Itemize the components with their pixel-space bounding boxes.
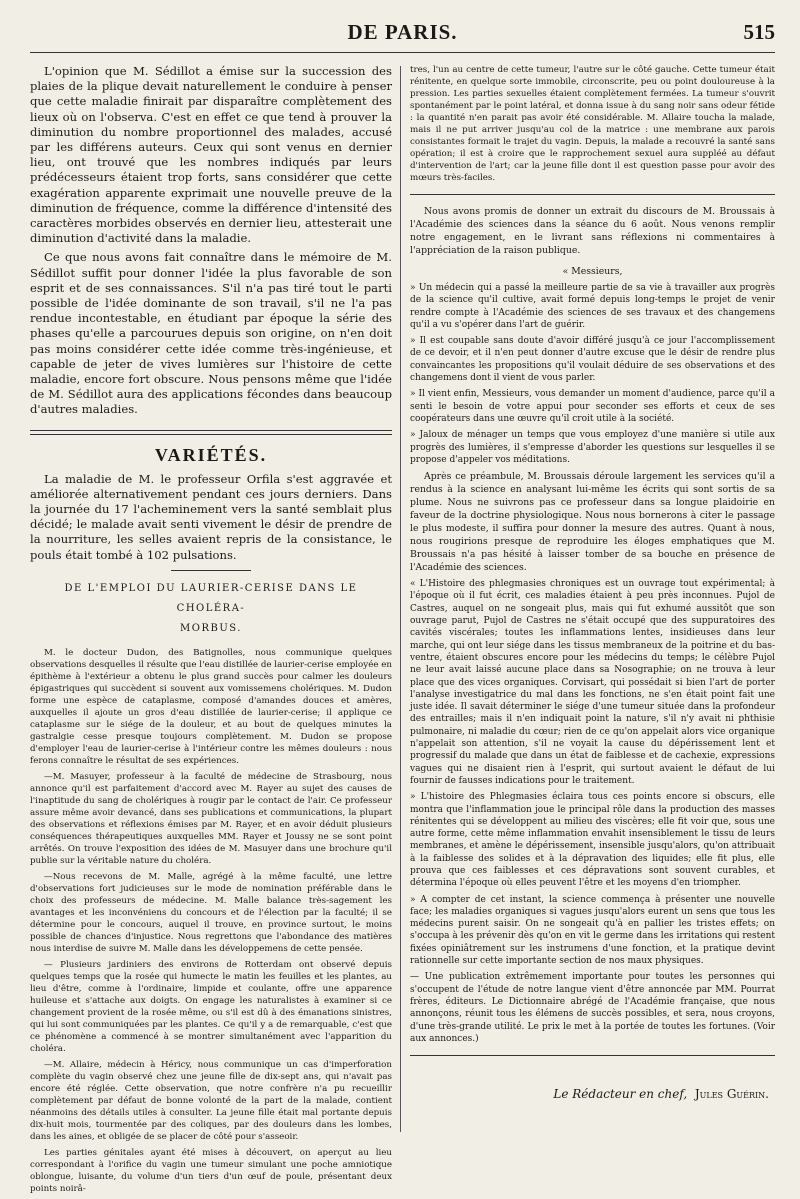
salutation: « Messieurs, (562, 266, 623, 277)
speech-quote: » Jaloux de ménager un temps que vous employez d'une manière si utile aux progrès des lumières, il s'empresse d'aborder les questions sur lesquelles il se propose d'appeler vos méditations. (410, 430, 775, 465)
short-rule (171, 570, 251, 571)
varietes-items (30, 647, 392, 1195)
section-separator (30, 430, 392, 435)
article-title (30, 579, 392, 639)
paragraph: —M. Masuyer, professeur à la faculté de médecine de Strasbourg, nous annonce qu'il est parfaitement d'accord avec M. Rayer au sujet des causes de l'inaptitude du sang de cholériques à rougir par le contact de l'air. Ce professeur assure même avoir devancé, dans ses publications et communications, la plupart des observations et réflexions émises par M. Rayer, et en avoir déduit plusieurs conséquences thérapeutiques auxquelles MM. Rayer et Joussy ne se sont point arrêtés. On trouve l'exposition des idées de M. Masuyer dans une brochure qu'il publie sur la véritable nature du choléra. (30, 771, 392, 866)
sedillot-article (30, 64, 392, 418)
quoted-passage: « L'Histoire des phlegmasies chroniques est un ouvrage tout expérimental; à l'époque où il fut écrit, ces maladies étaient à peu près inconnues. Pujol de Castres, auquel on ne songeait plus, mais qui fut exhumé aussitôt que son ouvrage parut, Pujol de Castres ne s'était occupé que des suppuratoires des cavités viscérales; toutes les inflammations lentes, insidieuses dans leur marche, qui ont leur siége dans les tissus membraneux de la poitrine et du bas-ventre, étaient obscures encore pour les médecins du temps; le célèbre Pujol ne leur avait laissé aucune place dans sa Nosographie; on ne trouva à leur place que des vices organiques. Corvisart, qui possédait si bien l'art de porter l'analyse investigatrice du mal dans les fonctions, ne s'en était point fait une juste idée. Il savait déterminer le siége d'une tumeur située dans la profondeur des entrailles; mais il n'en indiquait point la nature, s'il n'y avait ni phthisie pulmonaire, ni maladie du cœur; rien de ce qu'on appelait alors vice organique n'appelait son attention, s'il ne voyait la cause du dépérissement lent et progressif du malade que dans un état de faiblesse et de cachexie, expressions vagues qui ne disaient rien à l'esprit, qui surtout avaient le défaut de lui fournir de fausses indications pour le traitement. (410, 579, 775, 786)
paragraph: —Nous recevons de M. Malle, agrégé à la même faculté, une lettre d'observations fort judicieuses sur le mode de nomination préférable dans le choix des professeurs de médecine. M. Malle balance très-sagement les avantages et les inconvéniens du concours et de l'élection par la faculté; il se détermine pour le concours, auquel il trouve, en province surtout, le moins possible de chances d'injustice. Nous regrettons que l'abondance des matières nous interdise de suivre M. Malle dans les développemens de cette pensée. (30, 871, 392, 954)
signature-label: Le Rédacteur en chef, (553, 1087, 688, 1102)
section-separator (410, 194, 775, 195)
speech-quote: » Il est coupable sans doute d'avoir différé jusqu'à ce jour l'accomplissement de ce devoir, et il n'en peut donner d'autre excuse que le désir de rendre plus convaincantes les propositions qu'il voulait déduire de ses observations et des changemens dont il vient de vous parler. (410, 336, 775, 384)
article-title-line: MORBUS. (180, 622, 242, 634)
paragraph: — Plusieurs jardiniers des environs de Rotterdam ont observé depuis quelques temps que la rosée qui humecte le matin les feuilles et les plantes, au lieu d'être, comme à l'ordinaire, limpide et coulante, offre une apparence huileuse et s'attache aux doigts. On engage les naturalistes à examiner si ce changement provient de la rosée même, ou s'il est dû à des émanations sinistres, qui lui sont communiquées par les plantes. Ce qu'il y a de remarquable, c'est que ce phénomène a commencé à se montrer simultanément avec l'apparition du choléra. (30, 959, 392, 1054)
paragraph: Ce que nous avons fait connaître dans le mémoire de M. Sédillot suffit pour donner l'idée la plus favorable de son esprit et de ses connaissances. S'il n'a pas tiré tout le parti possible de l'idée dominante de son travail, s'il ne l'a pas rendue incontestable, en étudiant par époque la série des phases qu'elle a parcourues depuis son origine, on n'en doit pas moins considérer cette idée comme très-ingénieuse, et capable de jeter de vives lumières sur l'histoire de cette maladie, encore fort obscure. Nous pensons même que l'idée de M. Sédillot aura des applications fécondes dans beaucoup d'autres maladies. (30, 250, 392, 417)
signature-name: Jules Guérin. (694, 1087, 769, 1102)
paragraph: —M. Allaire, médecin à Héricy, nous communique un cas d'imperforation complète du vagin observé chez une jeune fille de dix-sept ans, qui n'avait pas encore été réglée. Cette observation, que notre confrère n'a pu recueillir complètement par défaut de bonne volonté de la part de la malade, contient néanmoins des détails utiles à consulter. La jeune fille était mal portante depuis dix-huit mois, tourmentée par des coliques, par des douleurs dans les lombes, dans les aines, et obligée de se placer de côté pour s'asseoir. (30, 1059, 392, 1142)
running-title: DE PARIS. (347, 20, 458, 44)
paragraph: Les parties génitales ayant été mises à découvert, on aperçut au lieu correspondant à l'orifice du vagin une tumeur simulant une poche amniotique oblongue, luisante, du volume d'un tiers d'un œuf de poule, présentant deux points noirâ- (30, 1147, 392, 1194)
signature (410, 1088, 775, 1101)
quoted-passage: » A compter de cet instant, la science commença à présenter une nouvelle face; les maladies organiques si vagues jusqu'alors eurent un sens que tous les médecins purent saisir. On ne songeait qu'à en pallier les tristes effets; on s'occupa à les prévenir dès qu'on en vit le germe dans les irritations qui restent fixées opiniâtrement sur les instrumens d'une fonction, et la pratique devint rationnelle sur cette importante section de nos maux physiques. (410, 894, 775, 967)
right-column (410, 64, 775, 1101)
closing-rule (410, 1055, 775, 1056)
header-rule (30, 52, 775, 53)
broussais-intro: Nous avons promis de donner un extrait du discours de M. Broussais à l'Académie des sciences dans la séance du 6 août. Nous venons remplir notre engagement, en le livrant sans réflexions ni commentaires à l'appréciation de la raison publique. (410, 206, 775, 256)
column-divider (400, 66, 401, 1132)
paragraph: L'opinion que M. Sédillot a émise sur la succession des plaies de la plique devait naturellement le conduire à penser que cette maladie finirait par disparaître complètement des lieux où on l'observa. C'est en effet ce que tend à prouver la diminution du nombre proportionnel des malades, accusé par les différens auteurs. Ceux qui sont venus en dernier lieu, ont trouvé que les nombres indiqués par leurs prédécesseurs étaient trop forts, sans considérer que cette exagération apparente exprimait une nouvelle preuve de la diminution de fréquence, comme la différence d'intensité des caractères morbides observés en dernier lieu, attesterait une diminution d'activité dans la maladie. (30, 64, 392, 246)
paragraph: tres, l'un au centre de cette tumeur, l'autre sur le côté gauche. Cette tumeur était rénitente, en quelque sorte immobile, circonscrite, peu ou point douloureuse à la pression. Les parties sexuelles étaient complètement fermées. La tumeur s'ouvrit spontanément par le point latéral, et donna issue à du sang noir sans odeur fétide : la quantité n'en parait pas avoir été considérable. M. Allaire toucha la malade, mais il ne put arriver jusqu'au col de la matrice : une membrane aux parois consistantes formait le trajet du vagin. Depuis, la malade a recouvré la santé sans opération; il est à croire que le rapprochement sexuel aura suppléé au défaut d'intervention de l'art; car la jeune fille dont il est question passe pour avoir des mœurs très-faciles. (410, 65, 775, 183)
page-number: 515 (743, 20, 775, 44)
orfila-note: La maladie de M. le professeur Orfila s'est aggravée et améliorée alternativement pendant ces jours derniers. Dans la journée du 17 l'acheminement vers la santé semblait plus décidé; le malade avait senti vivement le désir de prendre de la nourriture, les selles avaient repris de la consistance, le pouls était tombé à 102 pulsations. (30, 471, 392, 562)
paragraph: Après ce préambule, M. Broussais déroule largement les services qu'il a rendus à la science en analysant lui-même les écrits qui sont sortis de sa plume. Nous ne suivrons pas ce professeur dans sa longue plaidoirie en faveur de la doctrine physiologique. Nous nous bornerons à citer le passage le plus modeste, il suffira pour donner la mesure des autres. Quant à nous, nous rougirions presque de reproduire les éloges emphatiques que M. Broussais n'a pas hésité à laisser tomber de sa bouche en présence de l'Académie des sciences. (410, 471, 775, 574)
left-column (30, 64, 392, 1199)
page-header (30, 20, 775, 48)
publication-note: — Une publication extrêmement importante pour toutes les personnes qui s'occupent de l'étude de notre langue vient d'être annoncée par MM. Pourrat frères, éditeurs. Le Dictionnaire abrégé de l'Académie française, que nous annonçons, réunit tous les élémens de succès possibles, et sera, nous croyons, d'une très-grande utilité. Le prix le met à la portée de toutes les fortunes. (Voir aux annonces.) (410, 972, 775, 1044)
section-title: VARIÉTÉS. (154, 444, 268, 465)
speech-quote: » Un médecin qui a passé la meilleure partie de sa vie à travailler aux progrès de la science qu'il cultive, avait formé depuis long-temps le projet de venir rendre compte à l'Académie des sciences de ses travaux et des changemens qu'il a vu s'opérer dans l'art de guérir. (410, 283, 775, 330)
paragraph: M. le docteur Dudon, des Batignolles, nous communique quelques observations desquelles il résulte que l'eau distillée de laurier-cerise employée en épithème à l'extérieur a obtenu le plus grand succès pour calmer les douleurs épigastriques qui succèdent si souvent aux vomissemens cholériques. M. Dudon forme une espèce de cataplasme, composé d'amandes douces et amères, auxquelles il ajoute un gros d'eau distillée de laurier-cerise; il applique ce cataplasme sur le siége de la douleur, et au bout de quelques minutes la gastralgie cesse presque toujours complètement. M. Dudon se propose d'employer l'eau de laurier-cerise à l'intérieur contre les mêmes douleurs : nous ferons connaître le résultat de ses expériences. (30, 647, 392, 766)
quoted-passage: » L'histoire des Phlegmasies éclaira tous ces points encore si obscurs, elle montra que l'inflammation joue le principal rôle dans la production des masses rénitentes qui se développent au milieu des viscères; elle fit voir que, sous une autre forme, cette même inflammation envahit insensiblement le tissu de leurs membranes, et amène le dépérissement, insensible jusqu'alors, qu'on attribuait à la faiblesse des solides et à la dépravation des liquides; elle fit plus, elle prouva que ces faiblesses et ces dépravations sont souvent curables, et détermina l'époque où elles peuvent l'être et les moyens d'en triompher. (410, 792, 775, 889)
article-title-line: DE L'EMPLOI DU LAURIER-CERISE DANS LE CHOLÉRA- (64, 582, 358, 614)
speech-quote: » Il vient enfin, Messieurs, vous demander un moment d'audience, parce qu'il a senti le besoin de votre appui pour seconder ses efforts et ceux de ses coopérateurs dans une œuvre qu'il croit utile à la société. (410, 389, 775, 424)
